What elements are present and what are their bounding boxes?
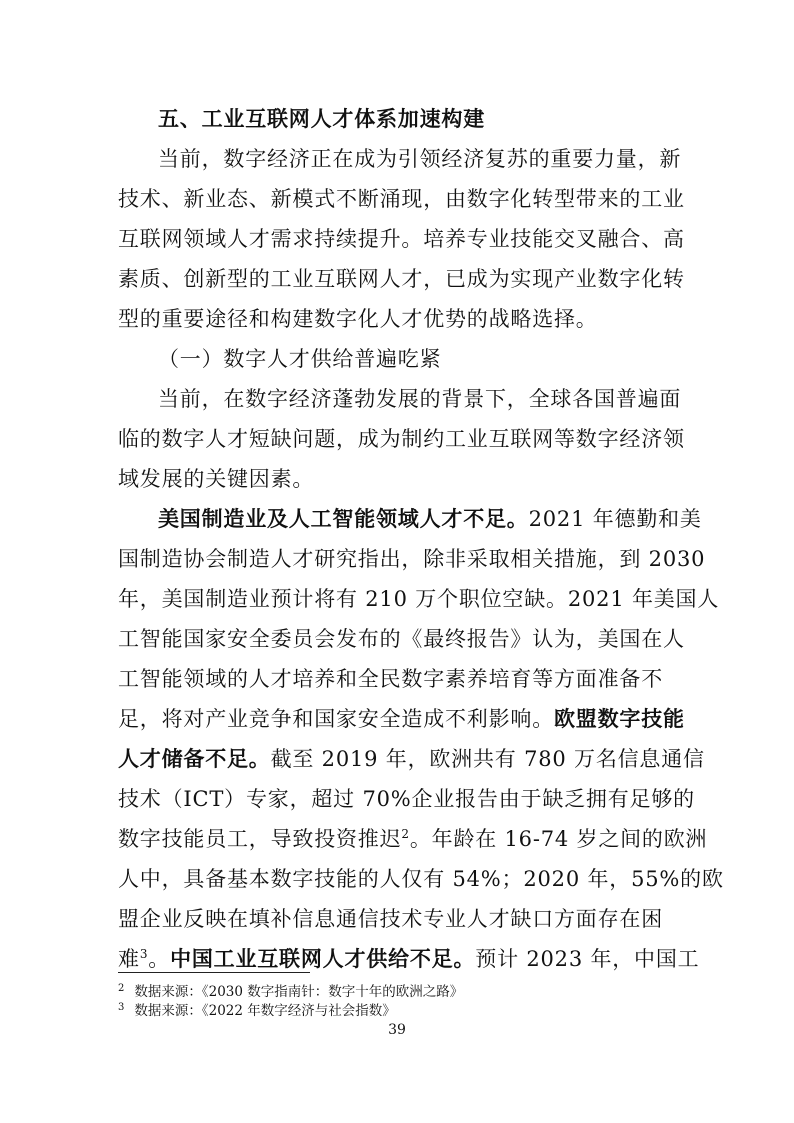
para3-line-2: 国制造协会制造人才研究指出，除非采取相关措施，到 2030	[118, 547, 706, 571]
eu-talent-shortage-lead: 欧盟数字技能	[554, 707, 685, 731]
para3-line-10: 人中，具备基本数字技能的人仅有 54%；2020 年，55%的欧	[118, 867, 724, 891]
para3-line-6	[118, 704, 685, 734]
para3-line-12-text-b: 预计 2023 年，中国工	[475, 947, 700, 971]
para3-line-9-text-a: 数字技能员工，导致投资推迟	[118, 827, 402, 851]
para3-line-1-text: 2021 年德勤和美	[528, 507, 702, 531]
para3-line-3: 年，美国制造业预计将有 210 万个职位空缺。2021 年美国人	[118, 587, 720, 611]
china-talent-shortage-lead: 中国工业互联网人才供给不足。	[170, 947, 476, 971]
para3-line-12-punct: 。	[148, 947, 171, 971]
footnote-2-mark: 2	[118, 982, 125, 994]
para1-line-5: 型的重要途径和构建数字化人才优势的战略选择。	[118, 307, 598, 331]
page-number: 39	[388, 1022, 406, 1038]
footnote-3	[118, 1002, 396, 1020]
para3-line-11: 盟企业反映在填补信息通信技术专业人才缺口方面存在困	[118, 907, 663, 931]
para3-line-12	[118, 944, 699, 974]
para3-line-12-text-a: 难	[118, 947, 140, 971]
para3-line-9-text-b: 。年龄在 16-74 岁之间的欧洲	[409, 827, 708, 851]
para3-line-7	[118, 744, 705, 774]
para3-line-4: 工智能国家安全委员会发布的《最终报告》认为，美国在人	[118, 627, 685, 651]
footnote-3-text: 数据来源：《2022 年数字经济与社会指数》	[134, 1003, 396, 1019]
para2-line-1: 当前，在数字经济蓬勃发展的背景下，全球各国普遍面	[158, 387, 682, 411]
para1-line-1: 当前，数字经济正在成为引领经济复苏的重要力量，新	[158, 147, 682, 171]
para1-line-4: 素质、创新型的工业互联网人才，已成为实现产业数字化转	[118, 267, 685, 291]
para3-line-9	[118, 824, 707, 854]
para3-line-7-text: 截至 2019 年，欧洲共有 780 万名信息通信	[270, 747, 705, 771]
para2-line-3: 域发展的关键因素。	[118, 467, 315, 491]
footnote-2	[118, 983, 463, 1001]
para1-line-3: 互联网领域人才需求持续提升。培养专业技能交叉融合、高	[118, 227, 685, 251]
us-talent-shortage-lead: 美国制造业及人工智能领域人才不足。	[158, 507, 529, 531]
footnote-ref-3[interactable]: 3	[139, 947, 149, 961]
para3-line-1	[158, 504, 702, 534]
para3-line-5: 工智能领域的人才培养和全民数字素养培育等方面准备不	[118, 667, 663, 691]
section-heading: 五、工业互联网人才体系加速构建	[158, 107, 485, 131]
footnote-divider	[118, 972, 310, 973]
para1-line-2: 技术、新业态、新模式不断涌现，由数字化转型带来的工业	[118, 187, 685, 211]
eu-talent-shortage-lead-cont: 人才储备不足。	[118, 747, 271, 771]
para3-line-6-text: 足，将对产业竞争和国家安全造成不利影响。	[118, 707, 554, 731]
footnote-2-text: 数据来源：《2030 数字指南针：数字十年的欧洲之路》	[134, 984, 464, 1000]
footnote-3-mark: 3	[118, 1001, 125, 1013]
subsection-heading: （一）数字人才供给普遍吃紧	[158, 347, 442, 371]
footnote-ref-2[interactable]: 2	[401, 827, 410, 841]
para3-line-8: 技术（ICT）专家，超过 70%企业报告由于缺乏拥有足够的	[118, 787, 695, 811]
para2-line-2: 临的数字人才短缺问题，成为制约工业互联网等数字经济领	[118, 427, 685, 451]
